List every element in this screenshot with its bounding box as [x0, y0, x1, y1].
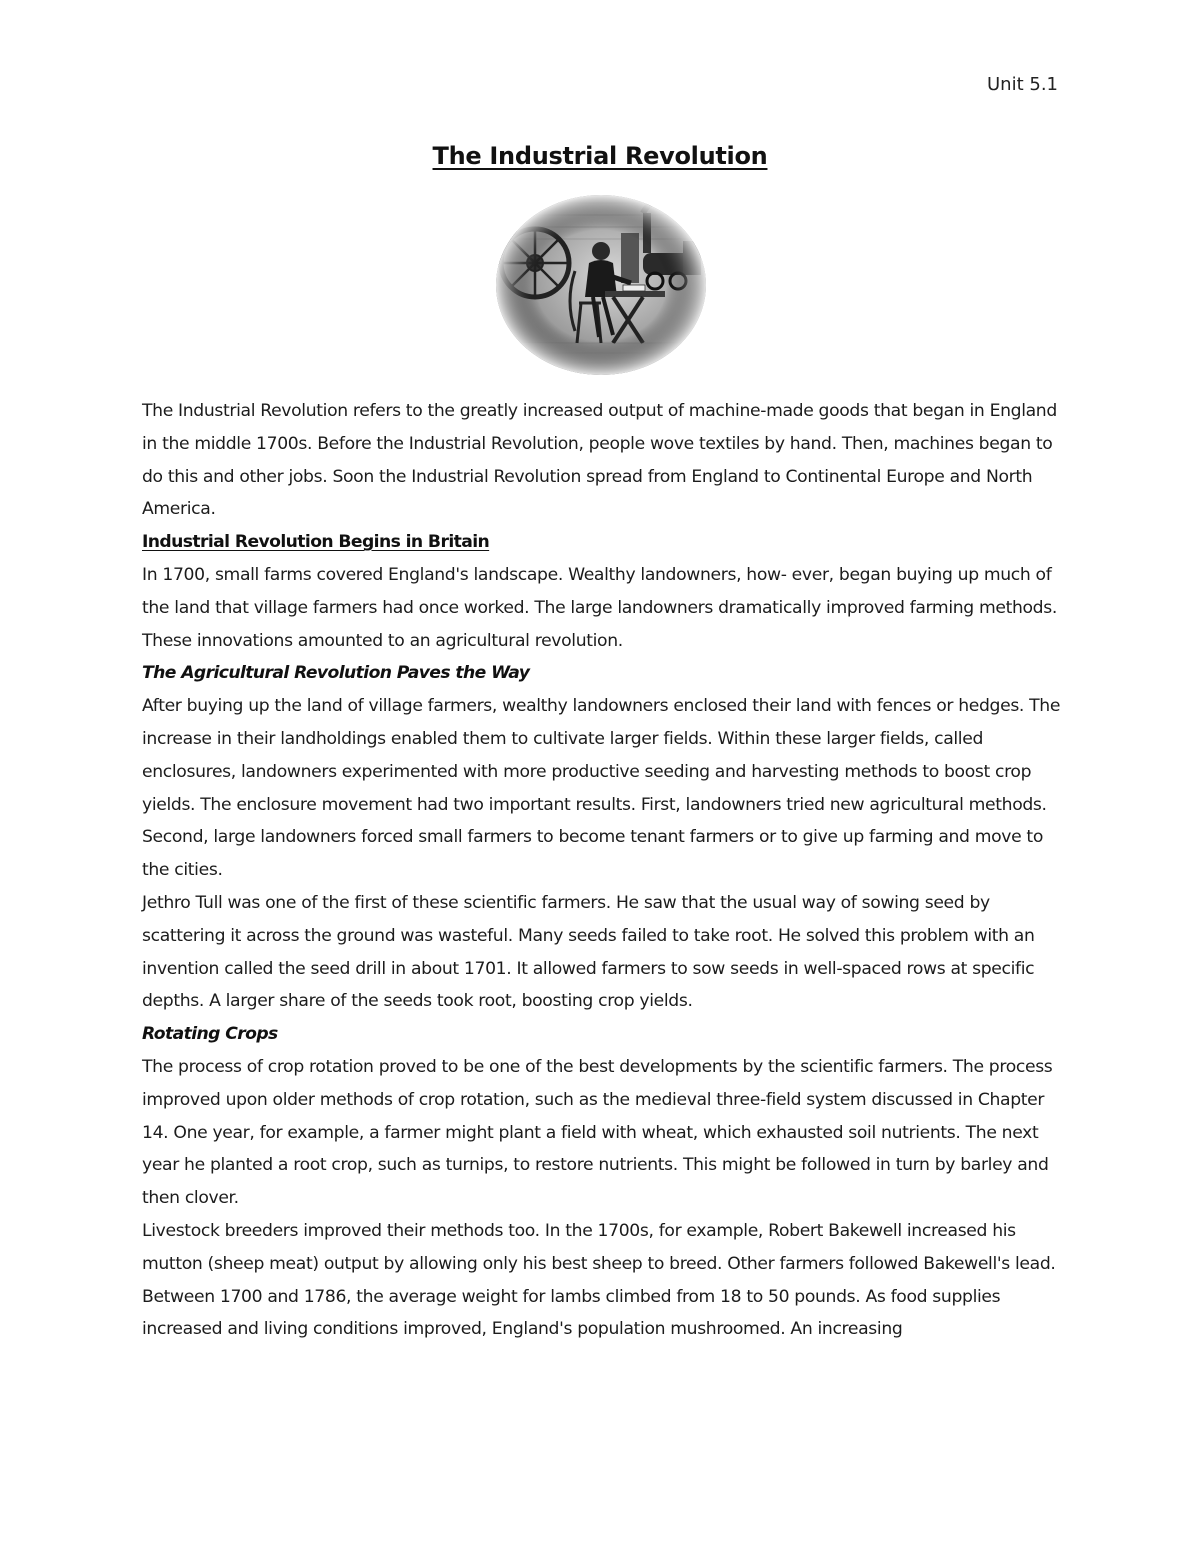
section2-paragraph-jethro-tull: Jethro Tull was one of the first of these scientific farmers. He saw that the usual way of sowing seed by scattering it across the ground was wasteful. Many seeds failed to take root. He solved this problem with an invention called the seed drill in about 1701. It allowed farmers to sow seeds in well-spaced rows at specific depths. A larger share of the seeds took root, boosting crop yields.: [142, 892, 1035, 1012]
section3-paragraph-livestock: Livestock breeders improved their methods too. In the 1700s, for example, Robert Bakewell increased his mutton (sheep meat) output by allowing only his best sheep to breed. Other farmers followed Bakewell's lead. Between 1700 and 1786, the average weight for lambs climbed from 18 to 50 pounds. As food supplies increased and living conditions improved, England's population mushroomed. An increasing: [142, 1220, 1056, 1340]
section3-paragraph-crop-rotation: The process of crop rotation proved to be one of the best developments by the scientific farmers. The process improved upon older methods of crop rotation, such as the medieval three-field system discussed in Chapter 14. One year, for example, a farmer might plant a field with wheat, which exhausted soil nutrients. The next year he planted a root crop, such as turnips, to restore nutrients. This might be followed in turn by barley and then clover.: [142, 1056, 1053, 1209]
section-heading-industrial-revolution-begins: Industrial Revolution Begins in Britain: [142, 532, 490, 553]
article-body: [142, 395, 1062, 1346]
section1-paragraph: In 1700, small farms covered England's landscape. Wealthy landowners, how- ever, began buying up much of the land that village farmers had once worked. The large landowners dramatically improved farming methods. These innovations amounted to an agricultural revolution.: [142, 564, 1057, 651]
page-title: The Industrial Revolution: [432, 142, 768, 170]
section-heading-agricultural-revolution: The Agricultural Revolution Paves the Way: [142, 663, 530, 684]
intro-paragraph: The Industrial Revolution refers to the greatly increased output of machine-made goods that began in England in the middle 1700s. Before the Industrial Revolution, people wove textiles by hand. Then, machines began to do this and other jobs. Soon the Industrial Revolution spread from England to Continental Europe and North America.: [142, 401, 1057, 520]
industrial-revolution-illustration: [493, 193, 709, 378]
unit-label: Unit 5.1: [987, 74, 1058, 95]
section2-paragraph-enclosures: After buying up the land of village farmers, wealthy landowners enclosed their land with fences or hedges. The increase in their landholdings enabled them to cultivate larger fields. Within these larger fields, called enclosures, landowners experimented with more productive seeding and harvesting methods to boost crop yields. The enclosure movement had two important results. First, landowners tried new agricultural methods. Second, large landowners forced small farmers to become tenant farmers or to give up farming and move to the cities.: [142, 696, 1061, 881]
section-heading-rotating-crops: Rotating Crops: [142, 1024, 278, 1045]
